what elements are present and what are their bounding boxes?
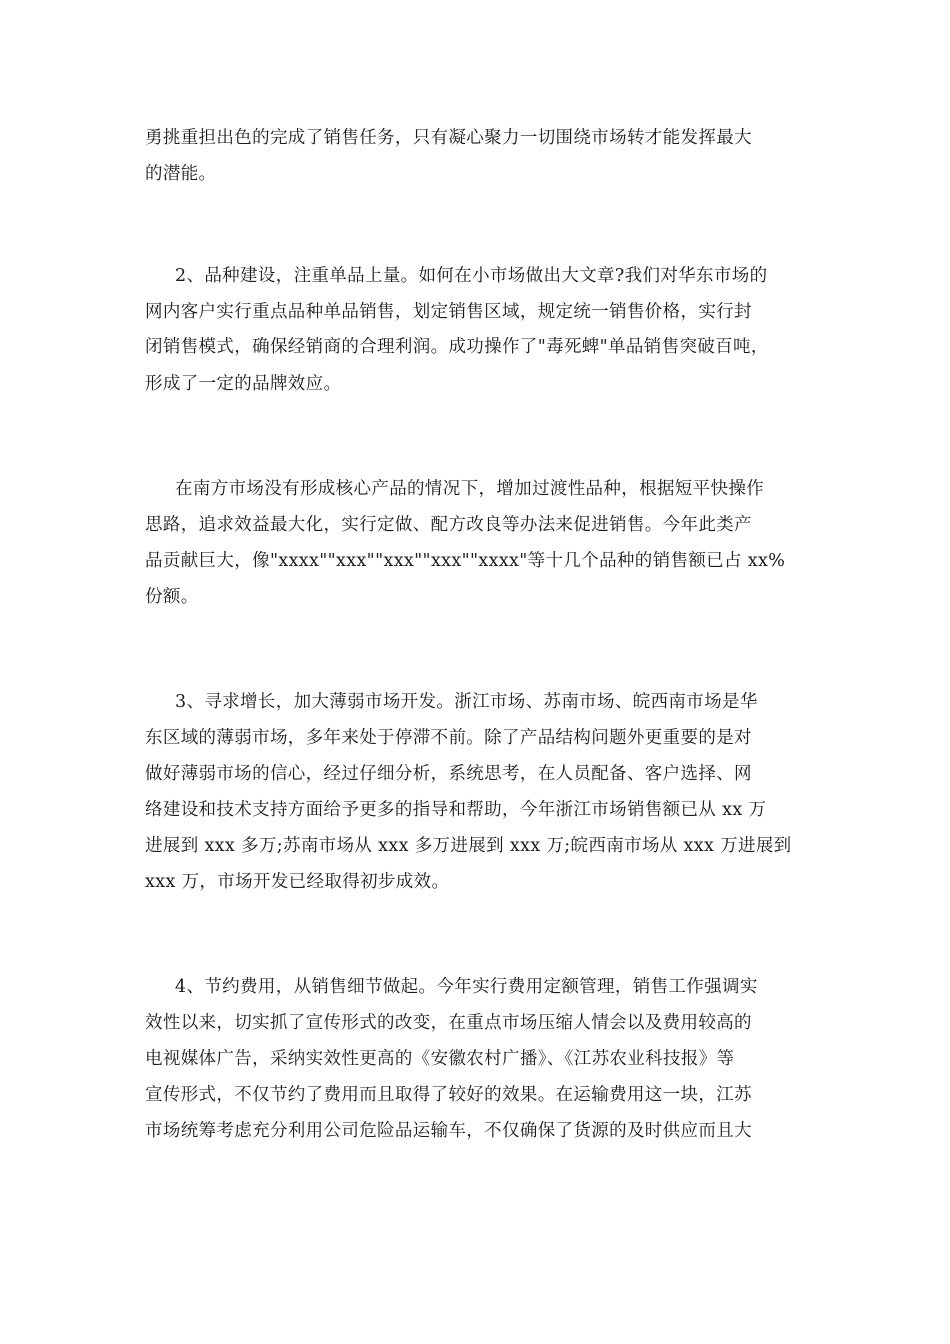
- text-line: 勇挑重担出色的完成了销售任务，只有凝心聚力一切围绕市场转才能发挥最大: [145, 128, 752, 148]
- text-line: 形成了一定的品牌效应。: [145, 374, 342, 394]
- text-line: 品贡献巨大，像"xxxx""xxx""xxx""xxx""xxxx"等十几个品种的销售额已占 xx%: [145, 551, 786, 571]
- text-line: 市场统筹考虑充分利用公司危险品运输车，不仅确保了货源的及时供应而且大: [145, 1121, 752, 1141]
- text-line: 宣传形式，不仅节约了费用而且取得了较好的效果。在运输费用这一块，江苏: [145, 1085, 752, 1105]
- text-line: 效性以来，切实抓了宣传形式的改变，在重点市场压缩人情会以及费用较高的: [145, 1013, 752, 1033]
- text-line: 4、节约费用，从销售细节做起。今年实行费用定额管理，销售工作强调实: [175, 977, 758, 997]
- text-line: 网内客户实行重点品种单品销售，划定销售区域，规定统一销售价格，实行封: [145, 302, 752, 322]
- text-line: 东区域的薄弱市场，多年来处于停滞不前。除了产品结构问题外更重要的是对: [145, 728, 752, 748]
- text-line: 3、寻求增长，加大薄弱市场开发。浙江市场、苏南市场、皖西南市场是华: [175, 692, 758, 712]
- text-line: 电视媒体广告，采纳实效性更高的《安徽农村广播》、《江苏农业科技报》等: [145, 1049, 735, 1069]
- text-line: 络建设和技术支持方面给予更多的指导和帮助，今年浙江市场销售额已从 xx 万: [145, 800, 767, 820]
- text-line: 闭销售模式，确保经销商的合理利润。成功操作了"毒死蜱"单品销售突破百吨，: [145, 337, 769, 357]
- text-line: 进展到 xxx 多万;苏南市场从 xxx 多万进展到 xxx 万;皖西南市场从 xxx 万进展到: [145, 836, 792, 856]
- text-line: 做好薄弱市场的信心，经过仔细分析，系统思考，在人员配备、客户选择、网: [145, 764, 752, 784]
- text-line: 在南方市场没有形成核心产品的情况下，增加过渡性品种，根据短平快操作: [175, 479, 765, 499]
- text-line: 的潜能。: [145, 164, 217, 184]
- text-line: 思路，追求效益最大化，实行定做、配方改良等办法来促进销售。今年此类产: [145, 515, 752, 535]
- text-line: xxx 万，市场开发已经取得初步成效。: [145, 872, 450, 892]
- text-line: 份额。: [145, 587, 199, 607]
- text-line: 2、品种建设，注重单品上量。如何在小市场做出大文章?我们对华东市场的: [175, 266, 768, 286]
